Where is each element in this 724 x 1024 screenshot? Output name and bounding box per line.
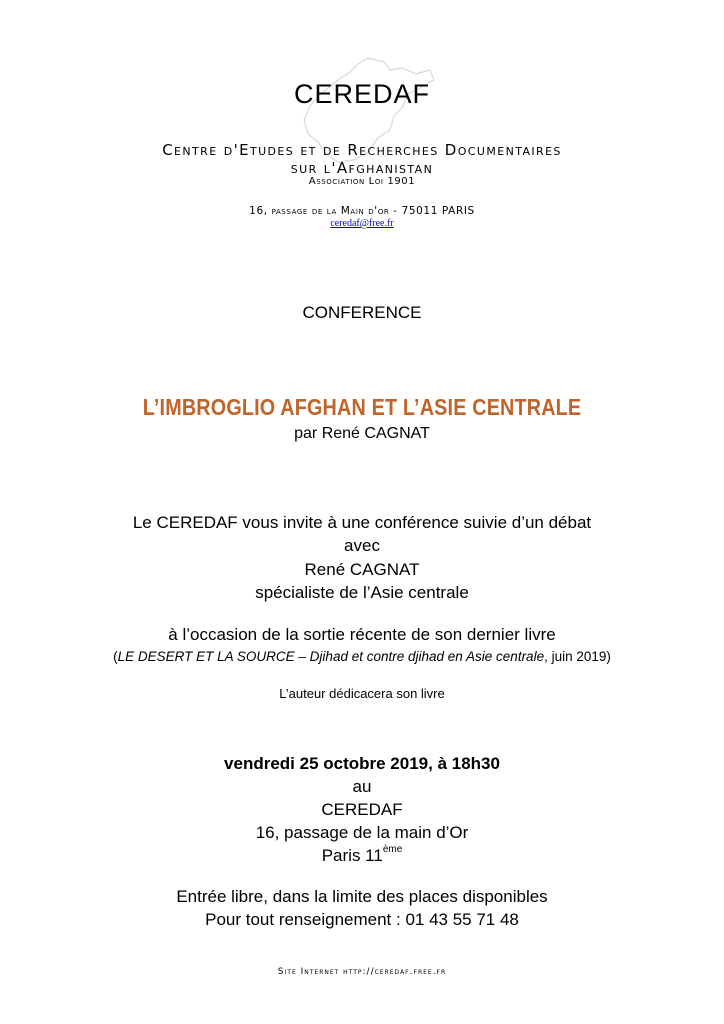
- organization-logo: CEREDAF: [293, 79, 430, 109]
- book-open-paren: (: [113, 649, 118, 664]
- book-title: LE DESERT ET LA SOURCE – Djihad et contre djihad en Asie centrale: [117, 649, 545, 664]
- venue-street: 16, passage de la main d’Or: [255, 823, 469, 842]
- occasion-line: à l’occasion de la sortie récente de son dernier livre: [168, 625, 556, 644]
- organization-name-line2: sur l'Afghanistan: [290, 159, 434, 177]
- venue-name: CEREDAF: [321, 800, 403, 819]
- organization-address: 16, passage de la Main d'or - 75011 PARIS: [249, 205, 475, 217]
- event-date: vendredi 25 octobre 2019, à 18h30: [224, 754, 500, 773]
- venue-preposition: au: [352, 777, 372, 796]
- email-link[interactable]: ceredaf@free.fr: [330, 218, 394, 229]
- event-byline: par René CAGNAT: [294, 425, 430, 442]
- invitation-line: Le CEREDAF vous invite à une conférence suivie d’un débat: [132, 513, 592, 532]
- venue-city-text: Paris 11: [321, 846, 383, 865]
- event-type-label: CONFERENCE: [302, 303, 422, 322]
- book-reference: [0, 649, 724, 664]
- book-date: , juin 2019): [544, 649, 611, 664]
- signing-note: L’auteur dédicacera son livre: [279, 686, 445, 701]
- email-line: [0, 218, 724, 229]
- event-title: L’IMBROGLIO AFGHAN ET L’ASIE CENTRALE: [142, 394, 582, 420]
- speaker-name: René CAGNAT: [304, 560, 420, 579]
- invitation-line: avec: [344, 536, 380, 555]
- contact-phone: Pour tout renseignement : 01 43 55 71 48: [205, 910, 519, 929]
- entry-note: Entrée libre, dans la limite des places disponibles: [176, 887, 548, 906]
- organization-name-line1: Centre d'Etudes et de Recherches Documentaires: [162, 141, 562, 159]
- speaker-description: spécialiste de l’Asie centrale: [255, 583, 469, 602]
- venue-city-suffix: ème: [382, 844, 403, 855]
- association-status: Association Loi 1901: [308, 176, 416, 187]
- venue-city: [0, 846, 724, 866]
- footer-website: Site Internet http://ceredaf.free.fr: [277, 967, 447, 977]
